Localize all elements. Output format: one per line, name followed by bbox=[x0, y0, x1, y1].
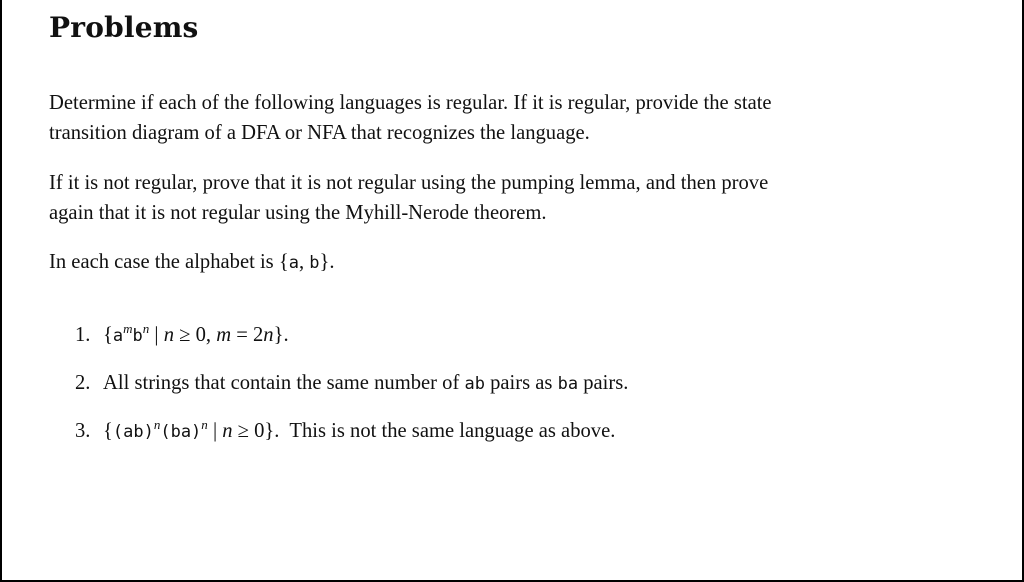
problem-item-3 bbox=[75, 417, 975, 446]
exponent-m: m bbox=[123, 321, 133, 337]
intro-line-2: transition diagram of a DFA or NFA that recognizes the language. bbox=[49, 121, 590, 144]
problem-text-3: pairs. bbox=[578, 372, 629, 394]
condition-ge: ≥ 0, bbox=[174, 324, 217, 346]
set-open-brace: { bbox=[103, 324, 113, 346]
exponent-n-1: n bbox=[153, 417, 161, 433]
code-ab-group: (ab) bbox=[112, 422, 154, 442]
page-title: Problems bbox=[49, 11, 199, 44]
code-ba: ba bbox=[557, 374, 579, 394]
not-regular-paragraph bbox=[49, 169, 949, 228]
condition-bar: | bbox=[149, 324, 164, 346]
condition-eq: = 2 bbox=[231, 324, 264, 346]
variable-n: n bbox=[163, 324, 174, 346]
problem-text-2: pairs as bbox=[484, 372, 558, 394]
problem-number: 2. bbox=[75, 372, 91, 394]
symbol-a: a bbox=[112, 326, 124, 346]
variable-n-2: n bbox=[263, 324, 274, 346]
problem-item-2 bbox=[75, 369, 975, 398]
set-close-brace: }. bbox=[273, 324, 289, 346]
alphabet-separator: , bbox=[299, 251, 310, 273]
condition-bar: | bbox=[207, 420, 223, 442]
problem-number: 1. bbox=[75, 324, 91, 346]
exponent-n: n bbox=[142, 321, 150, 337]
problem-item-1 bbox=[75, 321, 975, 350]
variable-n: n bbox=[222, 420, 233, 442]
alphabet-symbol-b: b bbox=[309, 253, 320, 273]
symbol-b: b bbox=[132, 326, 143, 346]
condition-ge: ≥ 0 bbox=[232, 420, 265, 442]
alphabet-open-brace: { bbox=[278, 251, 289, 273]
alphabet-paragraph bbox=[49, 248, 949, 279]
code-ab: ab bbox=[464, 374, 485, 394]
intro-paragraph bbox=[49, 89, 949, 148]
alphabet-symbol-a: a bbox=[288, 253, 299, 273]
problem-number: 3. bbox=[75, 420, 91, 442]
not-regular-line-2: again that it is not regular using the Myhill-Nerode theorem. bbox=[49, 201, 547, 224]
not-regular-line-1: If it is not regular, prove that it is not regular using the pumping lemma, and then prove bbox=[49, 172, 769, 194]
set-open-brace: { bbox=[103, 420, 113, 442]
code-ba-group: (ba) bbox=[160, 422, 202, 442]
variable-m: m bbox=[216, 324, 232, 346]
problem-text-1: All strings that contain the same number of bbox=[103, 372, 465, 394]
problem-note: This is not the same language as above. bbox=[279, 420, 616, 442]
set-close-brace: }. bbox=[264, 420, 280, 442]
alphabet-close-brace: }. bbox=[319, 251, 335, 273]
exponent-n-2: n bbox=[201, 417, 208, 433]
alphabet-prefix: In each case the alphabet is bbox=[49, 251, 279, 273]
intro-line-1: Determine if each of the following languages is regular. If it is regular, provide the state bbox=[49, 92, 772, 114]
